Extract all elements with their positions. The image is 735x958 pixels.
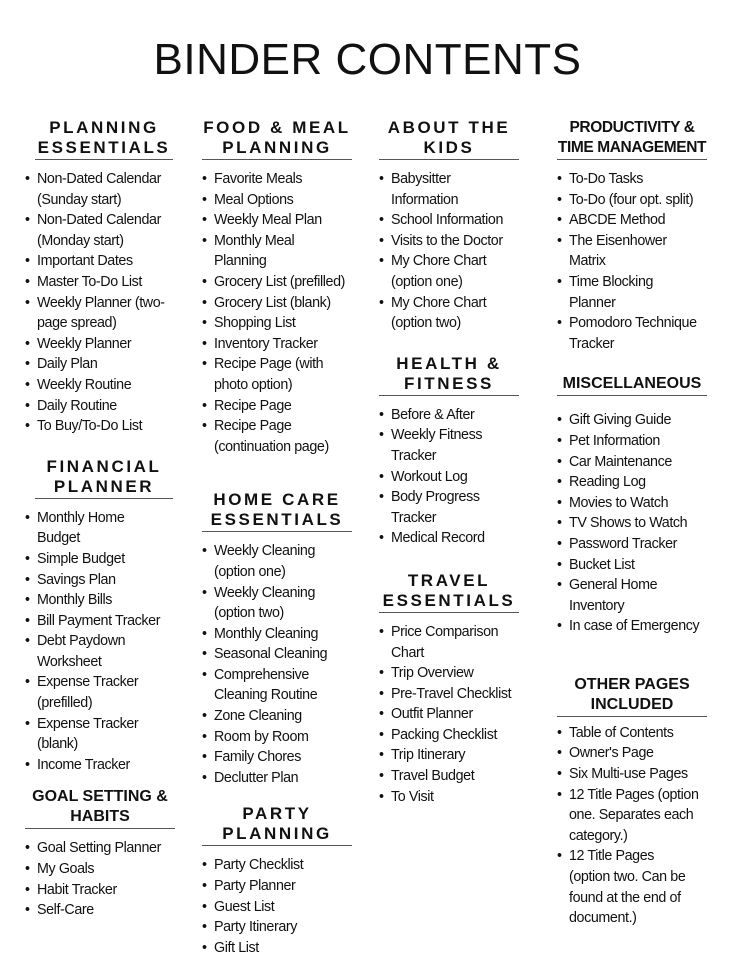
list-item: • Time Blocking Planner [557, 272, 707, 313]
list-item: • Grocery List (blank) [202, 293, 352, 314]
section-miscellaneous [557, 374, 707, 637]
section-heading-line: FITNESS [404, 373, 494, 393]
column-2 [202, 118, 352, 958]
list-item: • Pomodoro Technique Tracker [557, 313, 707, 354]
section-heading [202, 804, 352, 846]
section-heading-line: ESSENTIALS [382, 590, 516, 610]
list-item: • General Home Inventory [557, 575, 707, 616]
list-item: • Party Planner [202, 876, 352, 897]
page-title: BINDER CONTENTS [153, 35, 582, 84]
list-item: • Shopping List [202, 313, 352, 334]
section-heading-line: MISCELLANEOUS [562, 375, 702, 393]
section-heading-line: TIME MANAGEMENT [557, 139, 707, 156]
list-item: • Family Chores [202, 747, 352, 768]
column-1 [25, 118, 175, 921]
list-item: • Workout Log [379, 467, 519, 488]
list-item: • Daily Plan [25, 354, 175, 375]
list-item: • Inventory Tracker [202, 334, 352, 355]
list-item: • Body Progress Tracker [379, 487, 519, 528]
list-item: • Owner's Page [557, 743, 707, 764]
section-heading-line: PRODUCTIVITY & [569, 119, 695, 136]
list-item: • School Information [379, 210, 519, 231]
item-list [25, 169, 175, 437]
list-item: • Password Tracker [557, 534, 707, 555]
item-list [379, 405, 519, 549]
list-item: • Non-Dated Calendar (Sunday start) [25, 169, 175, 210]
section-food-meal-planning [202, 118, 352, 457]
list-item: • Master To-Do List [25, 272, 175, 293]
section-heading [557, 118, 707, 160]
item-list [557, 169, 707, 354]
list-item: • Visits to the Doctor [379, 231, 519, 252]
list-item: • Simple Budget [25, 549, 175, 570]
list-item: • Income Tracker [25, 755, 175, 776]
section-heading [25, 787, 175, 829]
list-item: • Gift Giving Guide [557, 410, 707, 431]
section-travel-essentials [379, 571, 519, 807]
column-3 [379, 118, 519, 807]
list-item: • Pre-Travel Checklist [379, 684, 519, 705]
section-goal-setting-habits [25, 787, 175, 920]
list-item: • Daily Routine [25, 396, 175, 417]
list-item: • Six Multi-use Pages [557, 764, 707, 785]
list-item: • Gift List [202, 938, 352, 958]
item-list [557, 410, 707, 637]
section-heading [379, 118, 519, 160]
section-heading-line: PLANNING [49, 118, 159, 137]
list-item: • Packing Checklist [379, 725, 519, 746]
list-item: • Comprehensive Cleaning Routine [202, 665, 352, 706]
section-other-pages-included [557, 675, 707, 929]
list-item: • Zone Cleaning [202, 706, 352, 727]
section-heading [557, 675, 707, 717]
list-item: • Monthly Bills [25, 590, 175, 611]
section-heading [557, 374, 707, 396]
list-item: • Non-Dated Calendar (Monday start) [25, 210, 175, 251]
list-item: • Meal Options [202, 190, 352, 211]
section-heading [202, 118, 352, 160]
list-item: • Weekly Routine [25, 375, 175, 396]
section-heading-line: GOAL SETTING & [32, 788, 168, 806]
section-party-planning [202, 804, 352, 958]
section-heading [35, 118, 173, 160]
list-item: • Before & After [379, 405, 519, 426]
list-item: • 12 Title Pages (option one. Separates each category.) [557, 785, 707, 847]
section-heading-line: PARTY [242, 804, 312, 824]
list-item: • Important Dates [25, 251, 175, 272]
list-item: • Travel Budget [379, 766, 519, 787]
section-heading [379, 571, 519, 613]
list-item: • Room by Room [202, 727, 352, 748]
item-list [25, 508, 175, 776]
list-item: • Bill Payment Tracker [25, 611, 175, 632]
section-heading-line: PLANNING [222, 824, 332, 844]
list-item: • Price Comparison Chart [379, 622, 519, 663]
list-item: • My Chore Chart (option one) [379, 251, 519, 292]
list-item: • Weekly Planner [25, 334, 175, 355]
list-item: • TV Shows to Watch [557, 513, 707, 534]
list-item: • ABCDE Method [557, 210, 707, 231]
list-item: • Party Checklist [202, 855, 352, 876]
list-item: • Reading Log [557, 472, 707, 493]
section-financial-planner [25, 457, 175, 776]
item-list [202, 855, 352, 958]
section-about-the-kids [379, 118, 519, 334]
section-heading-line: ABOUT THE [387, 118, 511, 137]
list-item: • Expense Tracker (prefilled) [25, 672, 175, 713]
list-item: • To-Do (four opt. split) [557, 190, 707, 211]
list-item: • Declutter Plan [202, 768, 352, 789]
item-list [379, 169, 519, 334]
list-item: • Trip Overview [379, 663, 519, 684]
list-item: • Weekly Fitness Tracker [379, 425, 519, 466]
list-item: • Guest List [202, 897, 352, 918]
item-list [202, 541, 352, 788]
section-heading-line: INCLUDED [590, 695, 674, 713]
list-item: • Monthly Home Budget [25, 508, 175, 549]
list-item: • Grocery List (prefilled) [202, 272, 352, 293]
section-heading-line: KIDS [423, 138, 475, 157]
section-heading-line: PLANNING [222, 138, 332, 157]
list-item: • Car Maintenance [557, 452, 707, 473]
list-item: • My Goals [25, 859, 175, 880]
list-item: • Savings Plan [25, 570, 175, 591]
section-heading-line: FOOD & MEAL [203, 118, 351, 137]
list-item: • Self-Care [25, 900, 175, 921]
list-item: • Weekly Meal Plan [202, 210, 352, 231]
section-heading-line: TRAVEL [407, 570, 491, 590]
list-item: • Habit Tracker [25, 880, 175, 901]
section-heading-line: OTHER PAGES [574, 675, 690, 693]
section-heading [379, 354, 519, 396]
section-heading-line: HOME CARE [213, 490, 341, 510]
section-health-fitness [379, 354, 519, 549]
list-item: • Babysitter Information [379, 169, 519, 210]
list-item: • Expense Tracker (blank) [25, 714, 175, 755]
list-item: • Weekly Cleaning (option one) [202, 541, 352, 582]
list-item: • Monthly Cleaning [202, 624, 352, 645]
list-item: • Monthly Meal Planning [202, 231, 352, 272]
list-item: • Weekly Cleaning (option two) [202, 583, 352, 624]
section-heading-line: ESSENTIALS [37, 138, 171, 157]
list-item: • Trip Itinerary [379, 745, 519, 766]
list-item: • Movies to Watch [557, 493, 707, 514]
list-item: • Table of Contents [557, 723, 707, 744]
list-item: • Favorite Meals [202, 169, 352, 190]
list-item: • Goal Setting Planner [25, 838, 175, 859]
item-list [379, 622, 519, 807]
list-item: • 12 Title Pages (option two. Can be found at the end of document.) [557, 846, 707, 928]
item-list [202, 169, 352, 457]
list-item: • Medical Record [379, 528, 519, 549]
list-item: • The Eisenhower Matrix [557, 231, 707, 272]
item-list [25, 838, 175, 920]
section-heading-line: HABITS [70, 808, 130, 826]
list-item: • Seasonal Cleaning [202, 644, 352, 665]
list-item: • Pet Information [557, 431, 707, 452]
list-item: • Outfit Planner [379, 704, 519, 725]
list-item: • Recipe Page (continuation page) [202, 416, 352, 457]
section-heading-line: HEALTH & [396, 353, 502, 373]
list-item: • To Visit [379, 787, 519, 808]
section-planning-essentials [25, 118, 175, 437]
list-item: • To Buy/To-Do List [25, 416, 175, 437]
section-productivity-time-management [557, 118, 707, 354]
list-item: • Recipe Page [202, 396, 352, 417]
item-list [557, 723, 707, 929]
column-4 [557, 118, 707, 929]
list-item: • Weekly Planner (two- page spread) [25, 293, 175, 334]
section-home-care-essentials [202, 490, 352, 788]
section-heading-line: PLANNER [53, 476, 155, 496]
list-item: • Recipe Page (with photo option) [202, 354, 352, 395]
list-item: • Bucket List [557, 555, 707, 576]
list-item: • My Chore Chart (option two) [379, 293, 519, 334]
list-item: • To-Do Tasks [557, 169, 707, 190]
section-heading-line: FINANCIAL [46, 456, 162, 476]
list-item: • Party Itinerary [202, 917, 352, 938]
list-item: • Debt Paydown Worksheet [25, 631, 175, 672]
section-heading [35, 457, 173, 499]
section-heading-line: ESSENTIALS [210, 510, 344, 530]
section-heading [202, 490, 352, 532]
list-item: • In case of Emergency [557, 616, 707, 637]
